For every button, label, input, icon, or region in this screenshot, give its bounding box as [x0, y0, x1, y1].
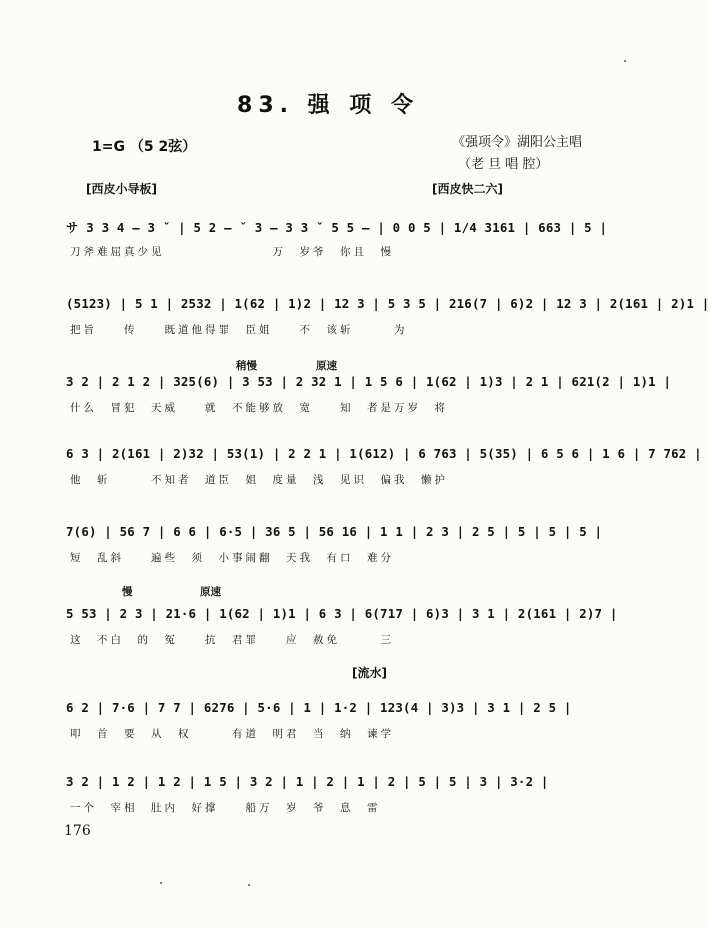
lyrics-line: 一个 宰相 肚内 好撑 船万 岁 爷 息 雷	[70, 802, 381, 814]
credit-line-2: （老 旦 唱 腔）	[458, 157, 549, 172]
tempo-yuansu-1: 原速	[316, 360, 337, 372]
key-signature: 1=G （5 2弦）	[92, 139, 197, 155]
notation-line: 5 53 | 2 3 | 21·6 | 1(62 | 1)1 | 6 3 | 6(717 | 6)3 | 3 1 | 2(161 | 2)7 |	[66, 606, 618, 621]
score-system-8	[66, 774, 586, 818]
lyrics-line: 叩 首 要 从 权 有道 明君 当 纳 谏学	[70, 728, 394, 740]
notation-line: サ 3 3 4 — 3 ˇ | 5 2 — ˇ 3 — 3 3 ˇ 5 5 — | 0 0 5 | 1/4 3161 | 663 | 5 |	[66, 220, 608, 235]
notation-line: 6 3 | 2(161 | 2)32 | 53(1) | 2 2 1 | 1(612) | 6 763 | 5(35) | 6 5 6 | 1 6 | 7 762 |	[66, 446, 702, 461]
notation-line: 7(6) | 56 7 | 6 6 | 6·5 | 36 5 | 56 16 | 1 1 | 2 3 | 2 5 | 5 | 5 | 5 |	[66, 524, 603, 539]
section-xipi-kuai-erliu: [西皮快二六]	[432, 182, 503, 196]
score-system-6	[66, 606, 618, 650]
notation-line: (5123) | 5 1 | 2532 | 1(62 | 1)2 | 12 3 | 5 3 5 | 216(7 | 6)2 | 12 3 | 2(161 | 2)1 |	[66, 296, 709, 311]
score-system-7	[66, 700, 586, 744]
score-system-3	[66, 374, 672, 418]
credit	[452, 132, 582, 176]
score-system-4	[66, 446, 702, 490]
notation-line: 6 2 | 7·6 | 7 7 | 6276 | 5·6 | 1 | 1·2 | 123(4 | 3)3 | 3 1 | 2 5 |	[66, 700, 572, 715]
tempo-shaoman: 稍慢	[236, 360, 257, 372]
section-xipi-xiaodaoban: [西皮小导板]	[86, 182, 157, 196]
section-liushui: [流水]	[352, 666, 387, 680]
scan-speck	[160, 882, 162, 884]
credit-line-1: 《强项令》湖阳公主唱	[452, 135, 583, 150]
notation-line: 3 2 | 2 1 2 | 325(6) | 3 53 | 2 32 1 | 1 5 6 | 1(62 | 1)3 | 2 1 | 621(2 | 1)1 |	[66, 374, 672, 389]
lyrics-line: 这 不白 的 冤 抗 君罪 应 赦免 三	[70, 634, 394, 646]
tempo-man: 慢	[122, 586, 133, 598]
notation-line: 3 2 | 1 2 | 1 2 | 1 5 | 3 2 | 1 | 2 | 1 | 2 | 5 | 5 | 3 | 3·2 |	[66, 774, 549, 789]
page-title: 83. 强 项 令	[237, 93, 419, 118]
lyrics-line: 把旨 传 既道他得罪 臣姐 不 该斩 为	[70, 324, 408, 336]
tempo-yuansu-2: 原速	[200, 586, 221, 598]
lyrics-line: 短 乱斜 遍些 须 小事闹翻 天我 有口 难分	[70, 552, 394, 564]
lyrics-line: 他 斩 不知者 道臣 姐 度量 浅 见识 偏我 懒护	[70, 474, 448, 486]
page-number: 176	[64, 823, 91, 839]
score-system-2	[66, 296, 709, 340]
scan-speck	[624, 60, 626, 62]
lyrics-line: 什么 冒犯 天威 就 不能够放 宽 知 者是万岁 将	[70, 402, 448, 414]
scan-speck	[248, 884, 250, 886]
lyrics-line: 刀斧难屈真少见 万 岁爷 你且 慢	[70, 246, 394, 258]
score-system-5	[66, 524, 603, 568]
score-system-1	[66, 218, 608, 262]
